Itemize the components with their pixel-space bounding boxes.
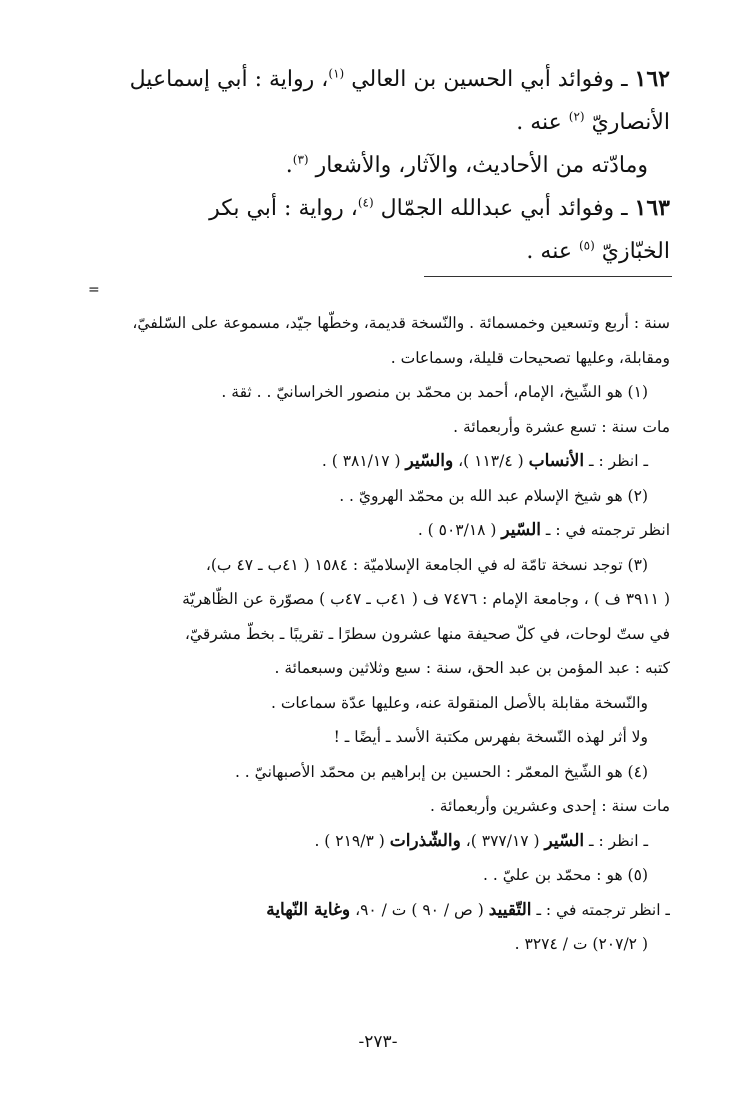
footnote-ref: (٣): [292, 152, 309, 167]
entry-text: ، رواية : أبي بكر: [209, 196, 358, 221]
ref-text: انظر ترجمته في : ـ: [540, 521, 670, 539]
entry-text: ـ وفوائد أبي عبدالله الجمّال: [373, 196, 635, 221]
source-title: التّقييد: [488, 899, 532, 920]
footnote-line: [86, 893, 670, 928]
footnote-line: ومقابلة، وعليها تصحيحات قليلة، وسماعات .: [390, 348, 670, 367]
footnote-1: (١) هو الشّيخ، الإمام، أحمد بن محمّد بن منصور الخراسانيّ . . ثقة .: [221, 383, 648, 401]
entry-163-cont: [86, 230, 670, 273]
ref-text: ( ٢١٩/٣ ) .: [314, 831, 390, 850]
footnote-3: (٣) توجد نسخة تامّة له في الجامعة الإسلاميّة : ١٥٨٤ ( ٤١ب ـ ٤٧ ب)،: [205, 555, 648, 574]
entry-text: عنه .: [526, 239, 579, 264]
source-title: السّير: [544, 830, 585, 851]
ref-text: ـ انظر : ـ: [584, 452, 648, 470]
footnotes: [86, 306, 670, 962]
entry-text: ومادّته من الأحاديث، والآثار، والأشعار: [308, 153, 648, 178]
footnote-ref: (٤): [357, 195, 374, 210]
entry-text: الخبّازيّ: [594, 239, 670, 264]
page-number: -٢٧٣-: [358, 1032, 398, 1052]
footnote-ref: (٢): [568, 109, 585, 124]
entry-material: [86, 144, 670, 187]
footnote-line: مات سنة : إحدى وعشرين وأربعمائة .: [429, 797, 670, 815]
continuation-mark: =: [88, 282, 100, 298]
footnote-5: (٥) هو : محمّد بن عليّ . .: [482, 866, 648, 884]
source-title: وغاية النّهاية: [266, 899, 351, 920]
footnote-line: ( ٣٩١١ ف ) ، وجامعة الإمام : ٧٤٧٦ ف ( ٤١ب ـ ٤٧ب ) مصوّرة عن الظّاهريّة: [182, 590, 670, 608]
footnote-line: [86, 513, 670, 548]
footnote-line: كتبه : عبد المؤمن بن عبد الحق، سنة : سبع وثلاثين وسبعمائة .: [274, 659, 670, 677]
entry-text: ـ وفوائد أبي الحسين بن العالي: [344, 67, 635, 92]
source-title: والسّير: [405, 451, 454, 471]
ref-text: ( ص / ٩٠ ) ت / ٩٠،: [350, 900, 489, 919]
source-title: السّير: [501, 520, 541, 540]
entry-number: ١٦٢: [634, 66, 670, 92]
footnote-line: والنّسخة مقابلة بالأصل المنقولة عنه، وعليها عدّة سماعات .: [270, 693, 648, 712]
footnote-line: في ستّ لوحات، في كلّ صحيفة منها عشرون سطرًا ـ تقريبًا ـ بخطّ مشرقيّ،: [184, 624, 670, 643]
footnote-line: سنة : أربع وتسعين وخمسمائة . والنّسخة قديمة، وخطّها جيّد، مسموعة على السّلفيّ،: [132, 314, 670, 332]
ref-text: ( ٥٠٣/١٨ ) .: [417, 521, 502, 539]
ref-text: ـ انظر ترجمته في : ـ: [531, 900, 670, 919]
footnote-4: (٤) هو الشّيخ المعمّر : الحسين بن إبراهيم بن محمّد الأصبهانيّ . .: [234, 762, 648, 781]
footnote-divider: [424, 276, 672, 277]
entry-163: [86, 187, 670, 230]
entry-number: ١٦٣: [634, 195, 670, 221]
footnote-line: [86, 824, 670, 859]
source-title: والشّذرات: [389, 830, 461, 851]
ref-text: ( ٣٨١/١٧ ) .: [321, 452, 406, 470]
footnote-line: ولا أثر لهذه النّسخة بفهرس مكتبة الأسد ـ أيضًا ـ !: [333, 728, 648, 746]
entry-text: .: [285, 153, 293, 178]
source-title: الأنساب: [528, 451, 585, 471]
entry-text: عنه .: [516, 110, 569, 135]
footnote-line: ( ٢٠٧/٢) ت / ٣٢٧٤ .: [514, 935, 648, 953]
main-text: [86, 58, 670, 273]
ref-text: ( ١١٣/٤ )،: [453, 452, 529, 470]
footnote-ref: (١): [328, 66, 345, 81]
ref-text: ( ٣٧٧/١٧ )،: [460, 831, 545, 850]
footnote-2: (٢) هو شيخ الإسلام عبد الله بن محمّد الهرويّ . .: [339, 486, 648, 505]
entry-text: الأنصاريّ: [584, 110, 670, 135]
footnote-line: مات سنة : تسع عشرة وأربعمائة .: [453, 417, 670, 436]
footnote-line: [86, 444, 670, 479]
entry-162-cont: [86, 101, 670, 144]
ref-text: ـ انظر : ـ: [584, 831, 648, 850]
footnote-ref: (٥): [578, 238, 595, 253]
entry-162: [86, 58, 670, 101]
entry-text: ، رواية : أبي إسماعيل: [129, 67, 329, 92]
